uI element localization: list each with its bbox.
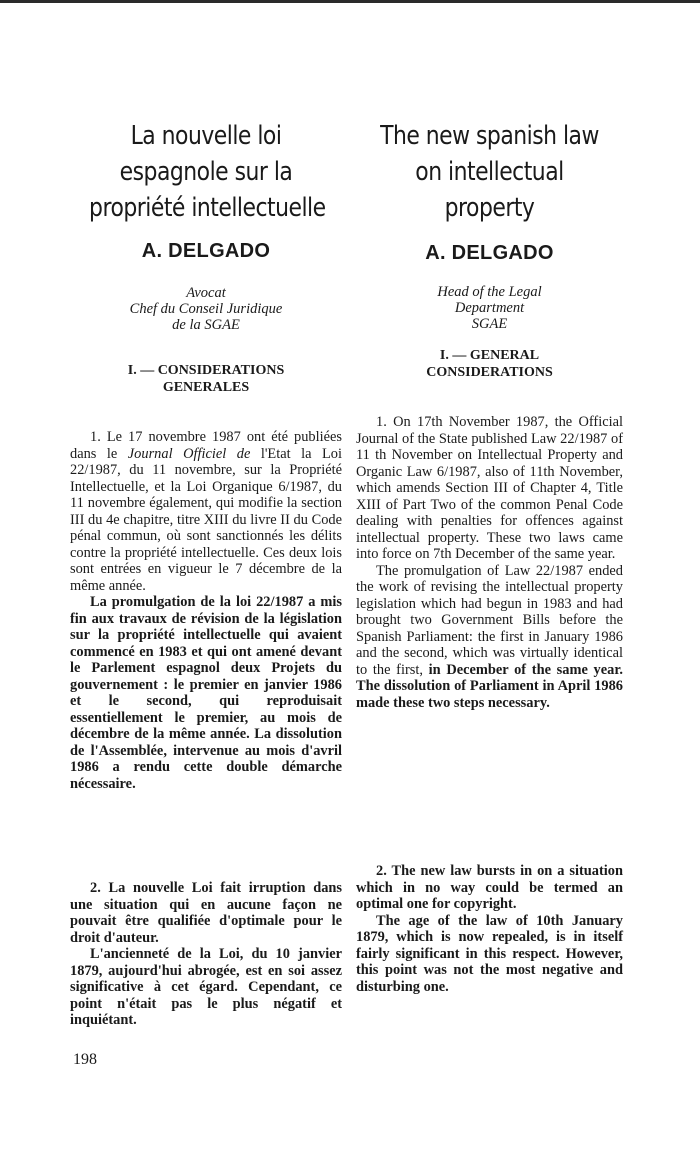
english-paragraph-2 (356, 863, 623, 995)
french-paragraph-1 (70, 429, 342, 792)
english-title (375, 118, 605, 226)
english-paragraph-1-text: 1. On 17th November 1987, the Official Journal of the State published Law 22/1987 of 11 th November on Intellectual Property and Organic Law 6/1987, also of 11th November, which amends Section III of Chapter 4, Title XIII of Part Two of the common Penal Code dealing with penalties for offences against intellectual property. These two laws came into force on 7th December of the same year. (356, 414, 623, 562)
english-title-line: on intellectual (415, 157, 564, 187)
french-para1-italic: Journal Officiel de (127, 445, 251, 462)
english-paragraph-1 (356, 414, 623, 711)
french-section-heading-line: I. — CONSIDERATIONS (127, 363, 285, 378)
english-title-line: property (444, 193, 535, 223)
english-para1b-normal: The promulgation of Law 22/1987 ended the work of revising the intellectual property legislation which had begun in 1983 and had brought two Government Bills before the Spanish Parliament: the first in January 1986 and the second, which was virtually identical to the first, (356, 562, 623, 678)
english-paragraph-2b-text: The age of the law of 10th January 1879, which is now repealed, is in itself fairly significant in this respect. However, this point was not the most negative and disturbing one. (356, 912, 623, 995)
english-affiliation-line: Head of the Legal (437, 284, 542, 300)
french-title (89, 118, 326, 226)
french-section-heading-line: GENERALES (162, 380, 250, 395)
french-paragraph-2-text: 2. La nouvelle Loi fait irruption dans une situation qui en aucune façon ne pouvait être qualifiée d'optimale pour le droit d'auteur. (70, 880, 342, 946)
english-affiliation-line: SGAE (471, 316, 508, 332)
english-title-line: The new spanish law (380, 121, 599, 151)
french-affiliation-line: Chef du Conseil Juridique (129, 301, 283, 317)
english-para1b-tail: 1986 made these two steps necessary. (356, 678, 623, 711)
english-paragraph-1b-text (356, 563, 623, 712)
french-title-line: propriété intellectuelle (89, 193, 326, 223)
english-affiliation (356, 284, 623, 332)
top-rule (0, 0, 700, 3)
french-author: A. DELGADO (141, 240, 271, 262)
french-paragraph-2 (70, 880, 342, 1029)
english-section-heading-line: CONSIDERATIONS (426, 365, 553, 380)
english-paragraph-2-text: 2. The new law bursts in on a situation which in no way could be termed an optimal one for copyright. (356, 863, 623, 912)
french-column (70, 118, 342, 1028)
french-affiliation (70, 285, 342, 333)
page-number: 198 (73, 1051, 97, 1068)
french-affiliation-line: de la SGAE (172, 317, 240, 333)
french-paragraph-2b-text: L'ancienneté de la Loi, du 10 janvier 1879, aujourd'hui abrogée, est en soi assez significative à cet égard. Cependant, ce point n'était pas le plus négatif et inquiétant. (70, 946, 342, 1028)
english-column (356, 118, 623, 995)
english-section-heading-line: I. — GENERAL (439, 348, 540, 363)
french-para1-post: l'Etat la Loi 22/1987, du 11 novembre, sur la Propriété Intellectuelle, et la Loi Organique 6/1987, du 11 novembre également, qui modifie la section III du 4e chapitre, titre XIII du livre II du Code pénal commun, où sont sanctionnés les délits contre la propriété intellectuelle. Ces deux lois sont entrées en vigueur le 7 décembre de la même année. (70, 445, 342, 594)
french-affiliation-line: Avocat (186, 285, 226, 301)
french-paragraph-1-text (70, 429, 342, 594)
english-section-heading (356, 347, 623, 381)
french-paragraph-1b-text: La promulgation de la loi 22/1987 a mis fin aux travaux de révision de la législation sur la propriété intellectuelle qui avaient commencé en 1983 et qui ont amené devant le Parlement espagnol deux Projets du gouvernement : le premier en janvier 1986 et le second, qui reproduisait essentiellement le premier, au mois de décembre de la même année. La dissolution de l'Assemblée, intervenue au mois d'avril 1986 a rendu cette double démarche nécessaire. (70, 594, 342, 792)
french-title-line: La nouvelle loi (130, 121, 282, 151)
french-section-heading (70, 362, 342, 396)
english-author: A. DELGADO (425, 242, 554, 264)
english-affiliation-line: Department (454, 300, 525, 316)
english-para1b-bold: in December of the same year. The dissolution of Parliament in April (356, 661, 623, 694)
french-para1-pre: 1. Le 17 novembre 1987 ont été publiées dans le (70, 429, 342, 462)
french-title-line: espagnole sur la (119, 157, 293, 187)
